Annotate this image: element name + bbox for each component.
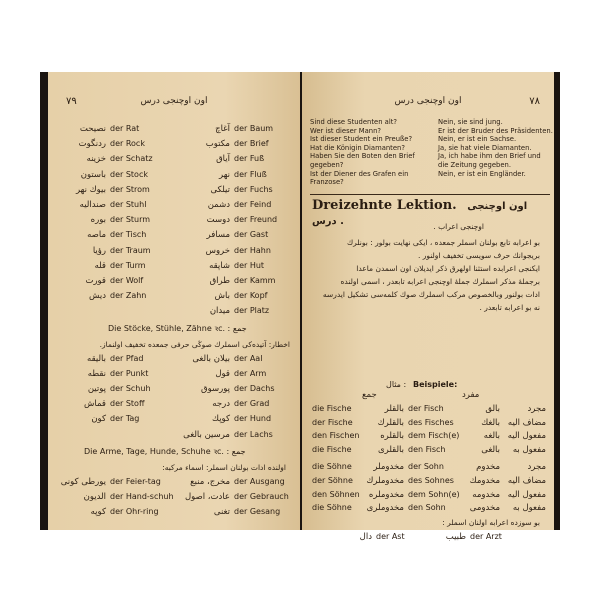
- german-word: der Fuchs: [234, 184, 273, 194]
- answer-line: Nein, er ist ein Sachse.: [438, 135, 517, 144]
- ottoman-word: پوتین: [87, 384, 106, 394]
- german-word: der Grad: [234, 399, 270, 409]
- ottoman-word: آغاچ: [215, 124, 230, 134]
- note-line: اولنده ادات بولنان اسملر: اسماء مرکبه:: [162, 462, 286, 472]
- ottoman-word: بیلان بالغی: [192, 353, 230, 364]
- paragraph-line: بو اعرابه تابع بولنان اسملر جمعده ، ایکی نهایت بولور : بونلرك: [346, 238, 540, 247]
- german-word: der Baum: [234, 124, 274, 133]
- plural-de: der Söhne: [312, 476, 353, 485]
- ottoman-word: نصیحت: [79, 124, 106, 134]
- subhead: اوچنجی اعراب .: [433, 222, 484, 231]
- ottoman-word: قول: [215, 368, 230, 379]
- ottoman-word: قماش: [84, 399, 106, 410]
- ottoman-word: دال: [359, 532, 372, 542]
- ottoman-word: الدیون: [83, 492, 106, 502]
- singular-ot: مخدومی: [469, 503, 500, 514]
- lesson-title: [312, 198, 548, 228]
- answer-line: die Zeitung gegeben.: [438, 161, 511, 169]
- ottoman-word: باستون: [80, 169, 106, 180]
- ottoman-word: میدان: [209, 306, 230, 317]
- ottoman-word: رؤیا: [92, 245, 106, 256]
- german-word: der Fuß: [234, 154, 265, 164]
- german-word: der Ohr-ring: [110, 507, 159, 517]
- plural-ot: بالقلری: [377, 444, 404, 455]
- german-word: der Stuhl: [110, 200, 147, 209]
- answer-line: Ja, ich habe ihm den Brief und: [438, 152, 541, 161]
- ottoman-word: صندالیه: [79, 200, 106, 210]
- german-word: der Turm: [110, 260, 146, 270]
- german-word: der Tag: [110, 414, 140, 424]
- singular-de: den Fisch: [408, 444, 446, 454]
- question-line: Ist dieser Student ein Preuße?: [310, 135, 413, 144]
- german-word: der Gast: [234, 230, 269, 240]
- plural-de: der Fische: [312, 417, 353, 427]
- german-word: der Pfad: [110, 353, 144, 363]
- german-word: der Brief: [234, 139, 269, 149]
- ottoman-word: باش: [214, 291, 230, 302]
- singular-de: dem Sohn(e): [408, 489, 460, 499]
- ottoman-word: مرسین بالغی: [183, 429, 230, 440]
- german-word: der Punkt: [110, 368, 149, 378]
- ottoman-word: مخرج، منبع: [190, 476, 230, 487]
- plural-ot: مخدوملری: [366, 503, 404, 514]
- singular-de: der Sohn: [408, 462, 444, 472]
- paragraph-line: ادات بولنور وبالخصوص مرکب اسملرك صوك کلمه‌سی تشکیل ایدرسه: [322, 290, 540, 299]
- beispiele-de: Beispiele:: [413, 380, 458, 389]
- singular-de: der Fisch: [408, 404, 444, 413]
- plural-de: den Söhnen: [312, 489, 360, 499]
- plural-ot: بالقلره: [380, 431, 404, 442]
- ottoman-word: شاپقه: [209, 260, 230, 271]
- plural-ot: بالقلرك: [377, 417, 404, 428]
- exercise-box: [310, 118, 553, 195]
- question-line: Hat die Königin Diamanten?: [310, 143, 405, 152]
- note-line: اخطار: آتیده‌کی اسملرك صوڭی حرفی جمعده تخفیف اولنماز.: [99, 339, 290, 349]
- german-word: der Hahn: [234, 245, 271, 255]
- ottoman-word: یورطی کونی: [60, 476, 106, 487]
- plural-head: جمع: [362, 390, 377, 400]
- ottoman-word: قورت: [85, 276, 106, 286]
- plural-ot: مخدوملره: [368, 489, 404, 500]
- case-name: مفعول به: [512, 503, 546, 514]
- german-word: der Ausgang: [234, 476, 285, 486]
- ottoman-word: طبیب: [445, 532, 466, 542]
- ottoman-word: قله: [94, 260, 106, 271]
- ottoman-word: مسافر: [206, 230, 230, 241]
- case-name: مفعول به: [512, 444, 546, 455]
- ottoman-word: آیاق: [216, 154, 230, 165]
- german-word: der Stock: [110, 169, 148, 179]
- case-name: مضاف اليه: [507, 476, 546, 486]
- right-page: [302, 72, 554, 542]
- german-word: der Hut: [234, 260, 265, 270]
- german-word: der Kopf: [234, 291, 268, 301]
- german-word: der Schatz: [110, 154, 153, 164]
- german-word: der Rock: [110, 139, 145, 149]
- ottoman-word: کون: [91, 414, 106, 425]
- german-word: der Arzt: [470, 532, 502, 541]
- singular-ot: بالغه: [483, 431, 500, 442]
- german-word: der Sturm: [110, 215, 151, 225]
- answer-line: Nein, sie sind jung.: [438, 118, 503, 126]
- german-word: der Fluß: [234, 169, 267, 179]
- book-spread: [40, 72, 560, 542]
- case-name: مفعول اليه: [507, 431, 546, 442]
- plural-ot: مخدوملر: [373, 462, 404, 473]
- german-word: der Lachs: [234, 429, 273, 439]
- case-name: مجرد: [527, 462, 546, 473]
- answer-line: Nein, er ist ein Engländer.: [438, 169, 526, 178]
- german-word: der Aal: [234, 353, 263, 363]
- german-word: der Dachs: [234, 384, 275, 393]
- case-name: مجرد: [527, 404, 546, 414]
- case-name: مفعول اليه: [507, 489, 546, 500]
- german-word: der Wolf: [110, 276, 144, 285]
- plural-ot: مخدوملرك: [366, 476, 404, 486]
- german-word: der Tisch: [110, 230, 147, 240]
- case-name: مضاف اليه: [507, 417, 546, 428]
- ottoman-word: عادت، اصول: [184, 492, 230, 502]
- question-line: Wer ist dieser Mann?: [310, 126, 382, 135]
- ottoman-word: پورسوق: [201, 384, 230, 394]
- german-word: der Arm: [234, 368, 267, 378]
- singular-de: des Fisches: [408, 417, 454, 427]
- paragraph-line: برجملهٔ مذکر اسملرك جملهٔ اوچنجی اعرابه تابعدر ، اسمی اولنده: [340, 277, 540, 286]
- singular-de: den Sohn: [408, 503, 446, 513]
- question-line: Franzose?: [310, 178, 344, 187]
- singular-ot: مخدوم: [476, 462, 500, 473]
- singular-de: des Sohnes: [408, 476, 454, 485]
- beispiele-ot: مثال :: [386, 380, 407, 389]
- ottoman-word: بوره: [90, 215, 106, 226]
- answer-line: Ja, sie hat viele Diamanten.: [438, 143, 532, 152]
- note-line: بو سوزده اعرابه اولنان اسملر :: [442, 518, 540, 527]
- german-word: der Traum: [110, 245, 151, 255]
- running-head: اون اوچنجی درس: [394, 96, 462, 106]
- singular-ot: بالق: [485, 404, 500, 414]
- ottoman-word: خزینه: [86, 154, 106, 165]
- ottoman-word: نهر: [219, 169, 230, 180]
- ottoman-word: درجه: [212, 399, 230, 410]
- question-line: Sind diese Studenten alt?: [310, 118, 397, 126]
- question-line: Ist der Diener des Grafen ein: [310, 169, 409, 178]
- german-word: der Stoff: [110, 399, 145, 409]
- lesson-title-de: Dreizehnte Lektion.: [312, 198, 457, 213]
- ottoman-word: دوست: [206, 215, 230, 226]
- page-number: ٧٩: [66, 96, 77, 107]
- ottoman-word: مکتوب: [205, 139, 230, 150]
- ottoman-word: تغنی: [213, 507, 230, 518]
- ottoman-word: ردنگوت: [78, 139, 106, 150]
- beispiele-label: [386, 380, 457, 389]
- plural-ot: بالقلر: [384, 404, 404, 414]
- singular-ot: مخدومك: [469, 476, 500, 486]
- singular-ot: بالغك: [481, 417, 500, 428]
- ottoman-word: بیوك نهر: [75, 184, 106, 195]
- german-word: der Feind: [234, 200, 272, 209]
- german-word: der Platz: [234, 306, 270, 316]
- question-line: Haben Sie den Boten den Brief: [310, 152, 415, 161]
- plural-de: die Fische: [312, 444, 352, 454]
- paragraph-line: بریجوانك حرف سویسی تخفیف اولنور .: [417, 251, 540, 260]
- plural-line: Die Stöcke, Stühle, Zähne ꝛc. : جمع: [108, 323, 247, 333]
- german-word: der Rat: [110, 124, 140, 133]
- ottoman-word: بالیقه: [87, 353, 106, 364]
- plural-line: Die Arme, Tage, Hunde, Schuhe ꝛc. : جمع: [84, 446, 246, 456]
- ottoman-word: خروس: [205, 245, 230, 256]
- german-word: der Ast: [376, 532, 405, 541]
- left-page: [48, 72, 300, 530]
- ottoman-word: دیش: [89, 291, 106, 302]
- german-word: der Kamm: [234, 276, 276, 285]
- lesson-title-ot: اون اوچنجی درس .: [312, 201, 528, 227]
- ottoman-word: ماصه: [87, 230, 106, 241]
- singular-de: dem Fisch(e): [408, 431, 460, 441]
- german-word: der Freund: [234, 215, 278, 225]
- ottoman-word: کوپك: [212, 414, 230, 425]
- german-word: der Hand-schuh: [110, 492, 174, 501]
- plural-de: den Fischen: [312, 431, 360, 441]
- page-number: ٧٨: [529, 96, 540, 107]
- ottoman-word: نقطه: [87, 368, 106, 379]
- plural-de: die Söhne: [312, 503, 352, 513]
- ottoman-word: تیلکی: [210, 184, 230, 195]
- german-word: der Schuh: [110, 384, 151, 393]
- german-word: der Feier-tag: [110, 476, 161, 486]
- ottoman-word: دشمن: [207, 200, 230, 210]
- ottoman-word: طراق: [209, 276, 230, 286]
- answer-line: Er ist der Bruder des Präsidenten.: [438, 126, 553, 135]
- german-word: der Strom: [110, 184, 150, 194]
- plural-de: die Söhne: [312, 462, 352, 472]
- singular-ot: مخدومه: [472, 489, 500, 500]
- plural-de: die Fische: [312, 404, 352, 413]
- german-word: der Hund: [234, 414, 272, 424]
- german-word: der Gesang: [234, 507, 281, 517]
- german-word: der Gebrauch: [234, 492, 289, 501]
- running-head: اون اوچنجی درس: [140, 96, 208, 106]
- ottoman-word: کوپه: [90, 507, 106, 518]
- paragraph-line: ایکنجی اعرابده استثنا اولهرق ذکر ایدیلان اون اسمدن ماعدا: [356, 264, 540, 273]
- singular-head: مفرد: [462, 390, 480, 400]
- paragraph-line: نه بو اعرابه تابعدر .: [479, 303, 540, 312]
- singular-ot: بالغی: [481, 444, 500, 455]
- question-line: gegeben?: [310, 161, 344, 169]
- german-word: der Zahn: [110, 291, 147, 301]
